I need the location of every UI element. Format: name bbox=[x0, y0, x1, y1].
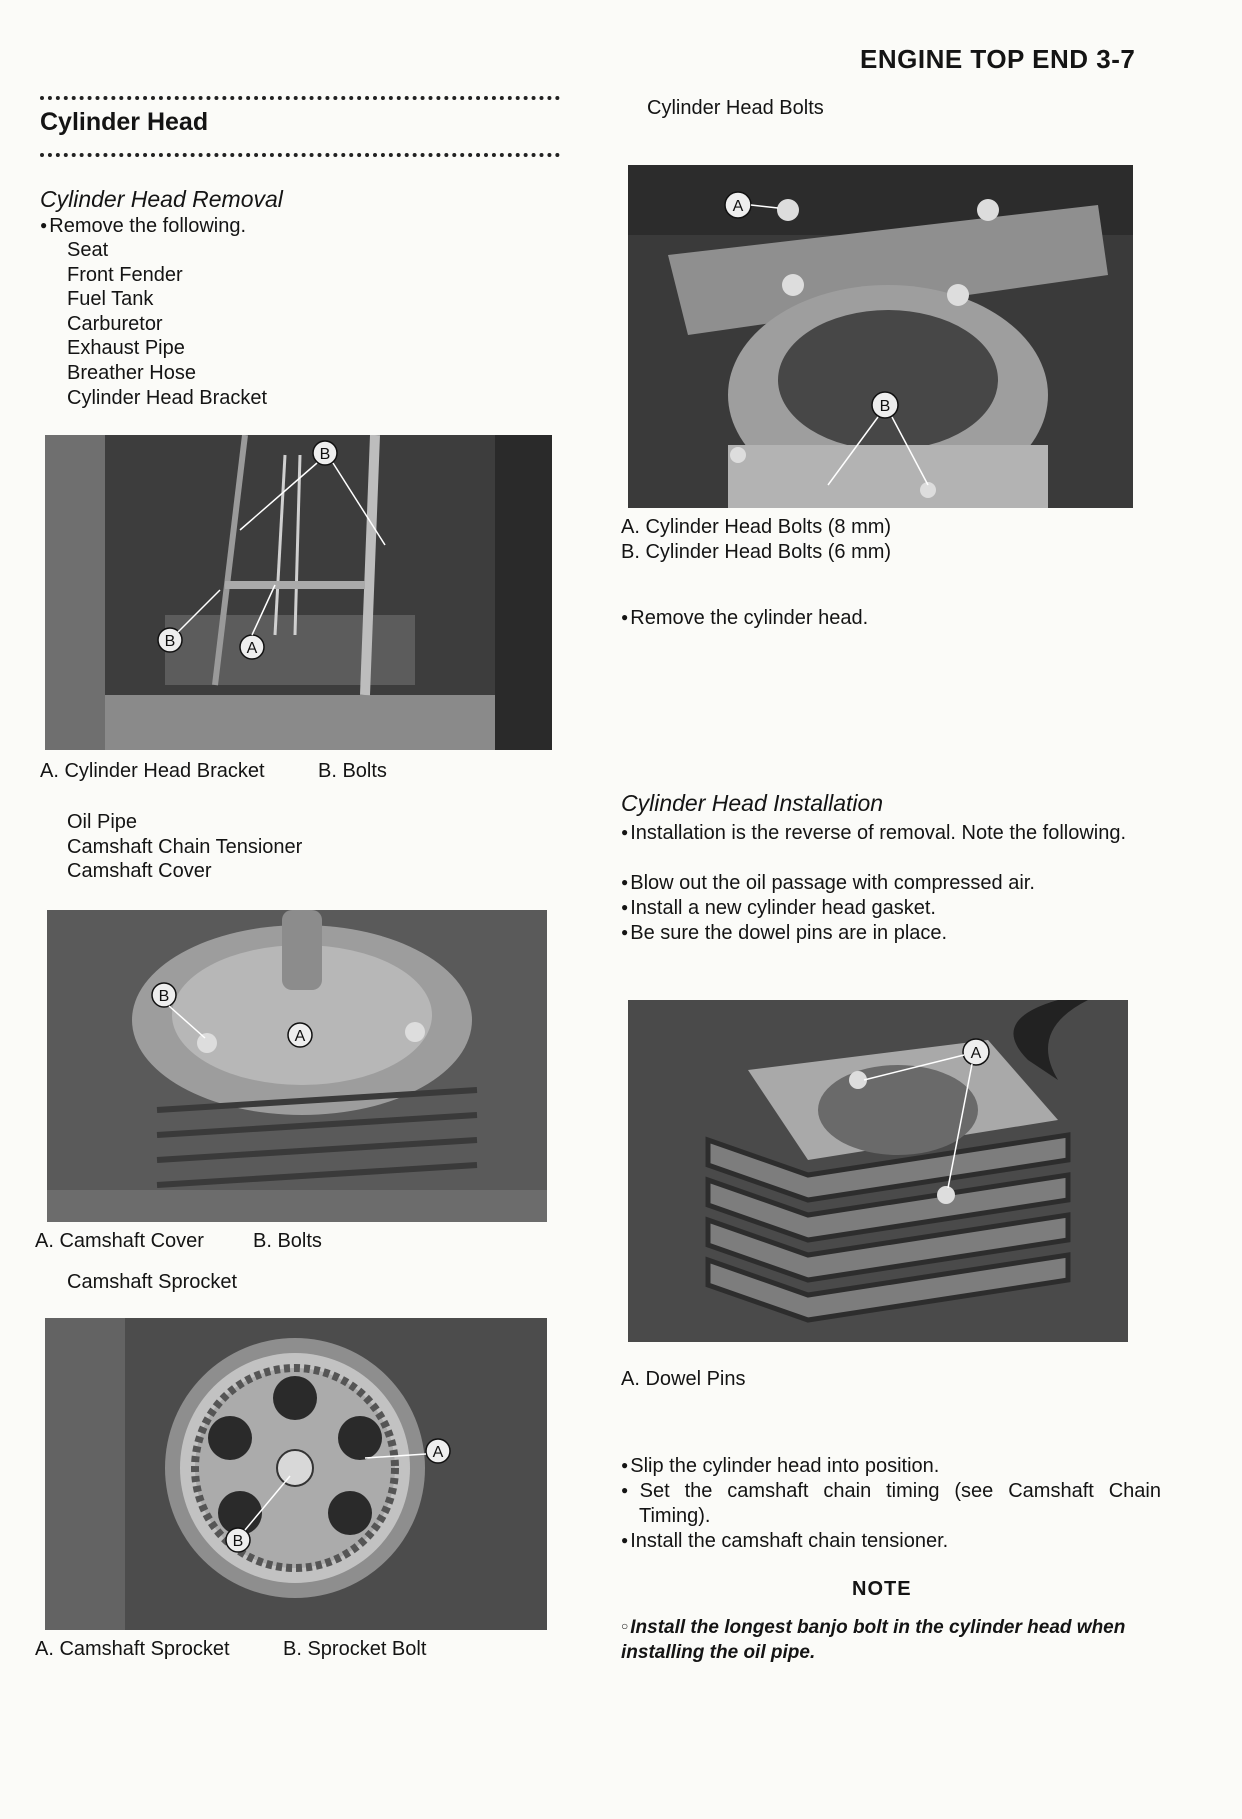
photo-camshaft-cover bbox=[47, 910, 547, 1222]
callout-label: B bbox=[158, 988, 170, 1005]
list-item: Fuel Tank bbox=[67, 288, 154, 311]
photo-camshaft-sprocket bbox=[45, 1318, 547, 1630]
fig3-caption-b: B. Sprocket Bolt bbox=[283, 1638, 427, 1660]
fig2-caption-b: B. Bolts bbox=[253, 1230, 322, 1252]
photo-cylinder-head-bracket bbox=[45, 435, 552, 750]
list-item: Seat bbox=[67, 239, 109, 261]
fig2-caption-a: A. Camshaft Cover bbox=[35, 1230, 204, 1252]
callout-label: B bbox=[164, 633, 176, 650]
installation-step: ● Set the camshaft chain timing (see Camshaft Chain Timing). bbox=[621, 1478, 1161, 1529]
fig1-caption-a: A. Cylinder Head Bracket bbox=[40, 760, 265, 782]
fig1-caption-b: B. Bolts bbox=[318, 760, 387, 782]
callout-label: A bbox=[294, 1028, 306, 1045]
list-item: Carburetor bbox=[67, 312, 163, 335]
installation-step: ● Blow out the oil passage with compressed air. bbox=[621, 870, 1035, 896]
list-item: Camshaft Chain Tensioner bbox=[67, 835, 303, 858]
list-item: Front Fender bbox=[67, 263, 183, 286]
fig5-caption: A. Dowel Pins bbox=[621, 1368, 746, 1390]
callout-label: B bbox=[879, 398, 891, 415]
list-item: Breather Hose bbox=[67, 361, 196, 384]
list-item: Camshaft Cover bbox=[67, 860, 212, 883]
installation-step: ● Install the camshaft chain tensioner. bbox=[621, 1528, 948, 1554]
callout-label: B bbox=[319, 446, 331, 463]
removal-item-cylinder-head-bolts: Cylinder Head Bolts bbox=[647, 97, 824, 119]
installation-step: ● Installation is the reverse of removal. Note the following. bbox=[621, 820, 1161, 846]
list-item: Cylinder Head Bracket bbox=[67, 386, 268, 409]
callout-label: A bbox=[432, 1444, 444, 1461]
installation-title: Cylinder Head Installation bbox=[621, 790, 884, 816]
callout-label: A bbox=[246, 640, 258, 657]
photo-cylinder-head-bolts bbox=[628, 165, 1133, 508]
removal-list bbox=[67, 238, 267, 410]
removal-list-3 bbox=[67, 1270, 237, 1295]
removal-title: Cylinder Head Removal bbox=[40, 186, 283, 212]
note-text: ○ Install the longest banjo bolt in the cylinder head when installing the oil pipe. bbox=[621, 1614, 1143, 1665]
list-item: Camshaft Sprocket bbox=[67, 1271, 238, 1293]
page-header: ENGINE TOP END 3-7 bbox=[860, 44, 1136, 74]
callout-label: B bbox=[232, 1533, 244, 1550]
list-item: Exhaust Pipe bbox=[67, 337, 185, 360]
installation-step: ● Slip the cylinder head into position. bbox=[621, 1453, 939, 1479]
fig4-caption-a: A. Cylinder Head Bolts (8 mm) bbox=[621, 516, 892, 538]
removal-final-step: ● Remove the cylinder head. bbox=[621, 605, 868, 631]
photo-dowel-pins bbox=[628, 1000, 1128, 1342]
fig3-caption-a: A. Camshaft Sprocket bbox=[35, 1638, 230, 1660]
fig4-caption-b: B. Cylinder Head Bolts (6 mm) bbox=[621, 541, 892, 563]
installation-step: ● Be sure the dowel pins are in place. bbox=[621, 920, 947, 946]
section-title: Cylinder Head bbox=[40, 108, 209, 136]
note-label: NOTE bbox=[852, 1578, 912, 1600]
removal-list-2 bbox=[67, 810, 302, 884]
dotted-rule-bottom bbox=[40, 153, 560, 157]
dotted-rule-top bbox=[40, 96, 560, 100]
callout-label: A bbox=[732, 198, 744, 215]
callout-label: A bbox=[970, 1045, 982, 1062]
list-item: Oil Pipe bbox=[67, 811, 138, 833]
removal-intro: ● Remove the following. bbox=[40, 213, 246, 239]
installation-step: ● Install a new cylinder head gasket. bbox=[621, 895, 936, 921]
